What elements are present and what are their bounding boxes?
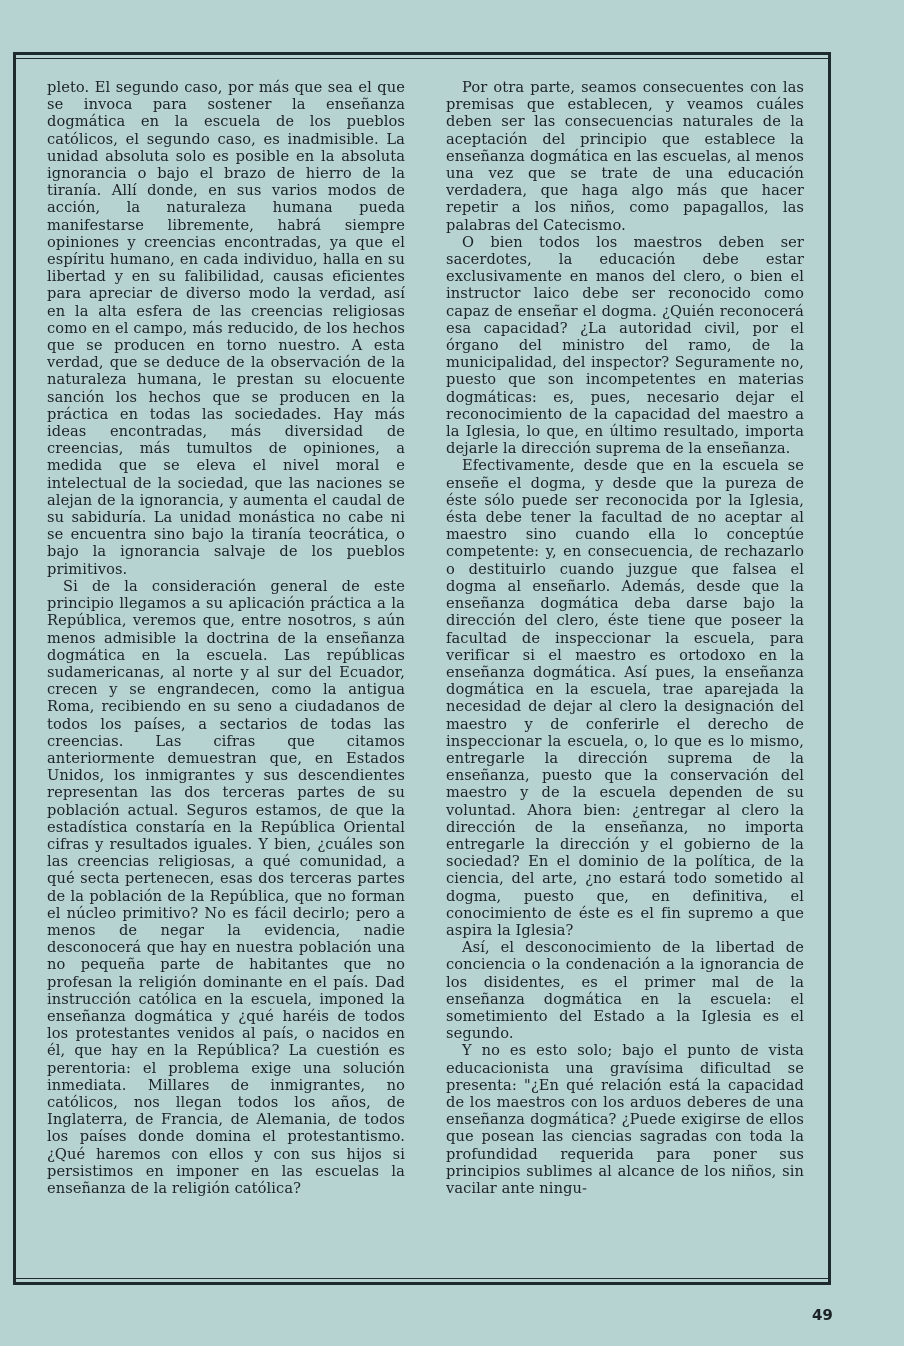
right-paragraph-3: Efectivamente, desde que en la escuela se enseñe el dogma, y desde que la pureza de éste sólo puede ser reconocida por la Iglesia, ésta debe tener la facultad de no aceptar al maestro sino cuando ella lo conceptúe competente: y, en consecuencia, de rechazarlo o destituirlo cuando juzgue que falsea el dogma al enseñarlo. Además, desde que la enseñanza dogmática deba darse bajo la dirección del clero, éste tiene que poseer la facultad de inspeccionar la escuela, para verificar si el maestro es ortodoxo en la enseñanza dogmática. Así pues, la enseñanza dogmática en la escuela, trae aparejada la necesidad de dejar al clero la designación del maestro y de conferirle el derecho de inspeccionar la escuela, o, lo que es lo mismo, entregarle la dirección suprema de la enseñanza, puesto que la conservación del maestro y de la escuela dependen de su voluntad. Ahora bien: ¿entregar al clero la dirección de la enseñanza, no importa entregarle la dirección y el gobierno de la sociedad? En el dominio de la política, de la ciencia, del arte, ¿no estará todo sometido al dogma, puesto que, en definitiva, el conocimiento de éste es el fin supremo a que aspira la Iglesia?: [446, 457, 804, 939]
right-column: [446, 79, 804, 1197]
left-paragraph-1: pleto. El segundo caso, por más que sea el que se invoca para sostener la enseñanza dogmática en la escuela de los pueblos católicos, el segundo caso, es inadmisible. La unidad absoluta solo es posible en la absoluta ignorancia o bajo el brazo de hierro de la tiranía. Allí donde, en sus varios modos de acción, la naturaleza humana pueda manifestarse libremente, habrá siempre opiniones y creencias encontradas, ya que el espíritu humano, en cada individuo, halla en su libertad y en su falibilidad, causas eficientes para apreciar de diverso modo la verdad, así en la alta esfera de las creencias religiosas como en el campo, más reducido, de los hechos que se producen en torno nuestro. A esta verdad, que se deduce de la observación de la naturaleza humana, le prestan su elocuente sanción los hechos que se producen en la práctica en todas las sociedades. Hay más ideas encontradas, más diversidad de creencias, más tumultos de opiniones, a medida que se eleva el nivel moral e intelectual de la sociedad, que las naciones se alejan de la ignorancia, y aumenta el caudal de su sabiduría. La unidad monástica no cabe ni se encuentra sino bajo la tiranía teocrática, o bajo la ignorancia salvaje de los pueblos primitivos.: [47, 79, 405, 578]
right-paragraph-5: Y no es esto solo; bajo el punto de vista educacionista una gravísima dificultad se presenta: "¿En qué relación está la capacidad de los maestros con los arduos deberes de una enseñanza dogmática? ¿Puede exigirse de ellos que posean las ciencias sagradas con toda la profundidad requerida para poner sus principios sublimes al alcance de los niños, sin vacilar ante ningu-: [446, 1042, 804, 1197]
right-paragraph-1: Por otra parte, seamos consecuentes con las premisas que establecen, y veamos cuáles deben ser las consecuencias naturales de la aceptación del principio que establece la enseñanza dogmática en las escuelas, al menos una vez que se trate de una educación verdadera, que haga algo más que hacer repetir a los niños, como papagallos, las palabras del Catecismo.: [446, 79, 804, 234]
right-paragraph-2: O bien todos los maestros deben ser sacerdotes, la educación debe estar exclusivamente en manos del clero, o bien el instructor laico debe ser reconocido como capaz de enseñar el dogma. ¿Quién reconocerá esa capacidad? ¿La autoridad civil, por el órgano del ministro del ramo, de la municipalidad, del inspector? Seguramente no, puesto que son incompetentes en materias dogmáticas: es, pues, necesario dejar el reconocimiento de la capacidad del maestro a la Iglesia, lo que, en último resultado, importa dejarle la dirección suprema de la enseñanza.: [446, 233, 804, 458]
right-paragraph-4: Así, el desconocimiento de la libertad de conciencia o la condenación a la ignorancia de los disidentes, es el primer mal de la enseñanza dogmática en la escuela: el sometimiento del Estado a la Iglesia es el segundo.: [446, 939, 804, 1043]
frame-top-rule: [13, 58, 831, 59]
left-paragraph-2: Si de la consideración general de este principio llegamos a su aplicación práctica a la República, veremos que, entre nosotros, s aún menos admisible la doctrina de la enseñanza dogmática en la escuela. Las repúblicas sudamericanas, al norte y al sur del Ecuador, crecen y se engrandecen, como la antigua Roma, recibiendo en su seno a ciudadanos de todos los países, a sectarios de todas las creencias. Las cifras que citamos anteriormente demuestran que, en Estados Unidos, los inmigrantes y sus descendientes representan las dos terceras partes de su población actual. Seguros estamos, de que la estadística constaría en la República Oriental cifras y resultados iguales. Y bien, ¿cuáles son las creencias religiosas, a qué comunidad, a qué secta pertenecen, esas dos terceras partes de la población de la República, que no forman el núcleo primitivo? No es fácil decirlo; pero a menos de negar la evidencia, nadie desconocerá que hay en nuestra población una no pequeña parte de habitantes que no profesan la religión dominante en el país. Dad instrucción católica en la escuela, imponed la enseñanza dogmática y ¿qué haréis de todos los protestantes venidos al país, o nacidos en él, que hay en la República? La cuestión es perentoria: el problema exige una solución inmediata. Millares de inmigrantes, no católicos, nos llegan todos los años, de Inglaterra, de Francia, de Alemania, de todos los países donde domina el protestantismo. ¿Qué haremos con ellos y con sus hijos si persistimos en imponer en las escuelas la enseñanza de la religión católica?: [47, 577, 405, 1197]
frame-bottom-rule: [13, 1278, 831, 1279]
page-number: 49: [812, 1306, 833, 1324]
left-column: [47, 79, 405, 1197]
